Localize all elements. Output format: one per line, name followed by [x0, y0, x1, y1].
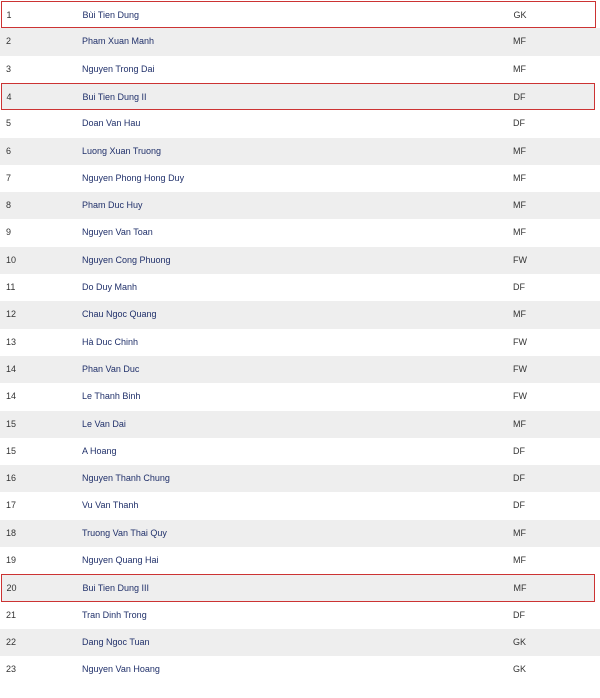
- player-position: DF: [513, 445, 525, 456]
- player-position: DF: [513, 91, 526, 102]
- player-name-link[interactable]: Bùi Tien Dung: [82, 10, 140, 20]
- player-number: 19: [6, 555, 17, 565]
- player-position: MF: [513, 145, 526, 156]
- player-position: MF: [513, 36, 526, 47]
- table-row: [0, 28, 600, 55]
- player-position: GK: [513, 664, 527, 675]
- player-name-link[interactable]: Nguyen Van Hoang: [82, 664, 160, 675]
- table-row: [0, 411, 600, 438]
- player-position: GK: [513, 10, 527, 20]
- table-row: [0, 301, 600, 328]
- player-position: DF: [513, 118, 525, 129]
- player-position: MF: [513, 172, 526, 183]
- table-row: [0, 219, 600, 246]
- table-row: [0, 329, 600, 356]
- table-row: [0, 656, 600, 683]
- player-number: 3: [6, 63, 12, 74]
- player-position: DF: [513, 282, 525, 292]
- player-number: 2: [6, 36, 12, 47]
- player-position: MF: [513, 63, 526, 74]
- player-name-link[interactable]: Nguyen Van Toan: [82, 227, 153, 238]
- player-number: 17: [6, 500, 17, 511]
- table-row: [0, 438, 600, 465]
- player-position: MF: [513, 418, 526, 429]
- player-position: FW: [513, 391, 527, 402]
- player-name-link[interactable]: Bui Tien Dung II: [82, 91, 147, 102]
- player-position: MF: [513, 583, 527, 594]
- player-position: FW: [513, 363, 527, 374]
- table-row: [0, 356, 600, 383]
- player-name-link[interactable]: Phan Van Duc: [82, 363, 140, 374]
- table-row: [0, 520, 600, 547]
- player-position: MF: [513, 227, 526, 238]
- table-row: [0, 547, 600, 574]
- table-row: [0, 602, 600, 629]
- table-row: [0, 192, 600, 219]
- table-row: [1, 83, 595, 110]
- table-row: [0, 247, 600, 274]
- player-name-link[interactable]: Le Van Dai: [82, 418, 126, 429]
- player-number: 20: [6, 583, 17, 594]
- player-name-link[interactable]: Truong Van Thai Quy: [82, 527, 167, 538]
- player-number: 5: [6, 118, 12, 129]
- player-number: 22: [6, 636, 17, 647]
- table-row: [0, 629, 600, 656]
- player-number: 13: [6, 336, 17, 347]
- table-row: [0, 383, 600, 410]
- table-row: [0, 56, 600, 83]
- player-number: 16: [6, 473, 17, 484]
- player-position: MF: [513, 555, 526, 565]
- player-name-link[interactable]: Chau Ngoc Quang: [82, 309, 157, 320]
- player-number: 18: [6, 527, 17, 538]
- player-number: 8: [6, 200, 12, 211]
- player-number: 10: [6, 254, 17, 265]
- player-position: MF: [513, 527, 526, 538]
- player-name-link[interactable]: Bui Tien Dung III: [82, 583, 150, 594]
- player-name-link[interactable]: Nguyen Thanh Chung: [82, 473, 170, 484]
- player-position: DF: [513, 609, 525, 620]
- player-number: 4: [6, 91, 12, 102]
- player-position: MF: [513, 309, 526, 320]
- player-name-link[interactable]: Le Thanh Binh: [82, 391, 141, 402]
- player-name-link[interactable]: Vu Van Thanh: [82, 500, 139, 511]
- player-name-link[interactable]: Pham Duc Huy: [82, 200, 143, 211]
- table-row: [0, 274, 600, 301]
- player-number: 7: [6, 172, 12, 183]
- player-name-link[interactable]: A Hoang: [82, 445, 117, 456]
- player-number: 23: [6, 664, 17, 675]
- player-number: 15: [6, 445, 17, 456]
- player-name-link[interactable]: Dang Ngoc Tuan: [82, 636, 150, 647]
- player-name-link[interactable]: Nguyen Cong Phuong: [82, 254, 171, 265]
- player-position: FW: [513, 336, 527, 347]
- player-name-link[interactable]: Nguyen Quang Hai: [82, 555, 159, 565]
- player-number: 15: [6, 418, 17, 429]
- table-row: [0, 110, 600, 137]
- player-name-link[interactable]: Pham Xuan Manh: [82, 36, 155, 47]
- player-position: MF: [513, 200, 526, 211]
- table-row: [0, 138, 600, 165]
- player-name-link[interactable]: Nguyen Trong Dai: [82, 63, 155, 74]
- player-name-link[interactable]: Hà Duc Chinh: [82, 336, 139, 347]
- player-number: 14: [6, 363, 17, 374]
- player-number: 9: [6, 227, 12, 238]
- table-row: [1, 1, 596, 28]
- player-number: 1: [6, 10, 12, 20]
- table-row: [0, 165, 600, 192]
- player-name-link[interactable]: Do Duy Manh: [82, 282, 138, 292]
- player-position: DF: [513, 473, 525, 484]
- table-row: [0, 465, 600, 492]
- table-row: [0, 492, 600, 519]
- table-row: [1, 574, 595, 601]
- player-name-link[interactable]: Luong Xuan Truong: [82, 145, 162, 156]
- player-position: GK: [513, 636, 527, 647]
- player-number: 14: [6, 391, 17, 402]
- player-position: DF: [513, 500, 525, 511]
- player-number: 12: [6, 309, 17, 320]
- player-number: 11: [6, 282, 16, 292]
- player-name-link[interactable]: Tran Dinh Trong: [82, 609, 147, 620]
- player-name-link[interactable]: Nguyen Phong Hong Duy: [82, 172, 185, 183]
- player-number: 21: [6, 609, 17, 620]
- player-number: 6: [6, 145, 12, 156]
- player-position: FW: [513, 254, 527, 265]
- player-name-link[interactable]: Doan Van Hau: [82, 118, 141, 129]
